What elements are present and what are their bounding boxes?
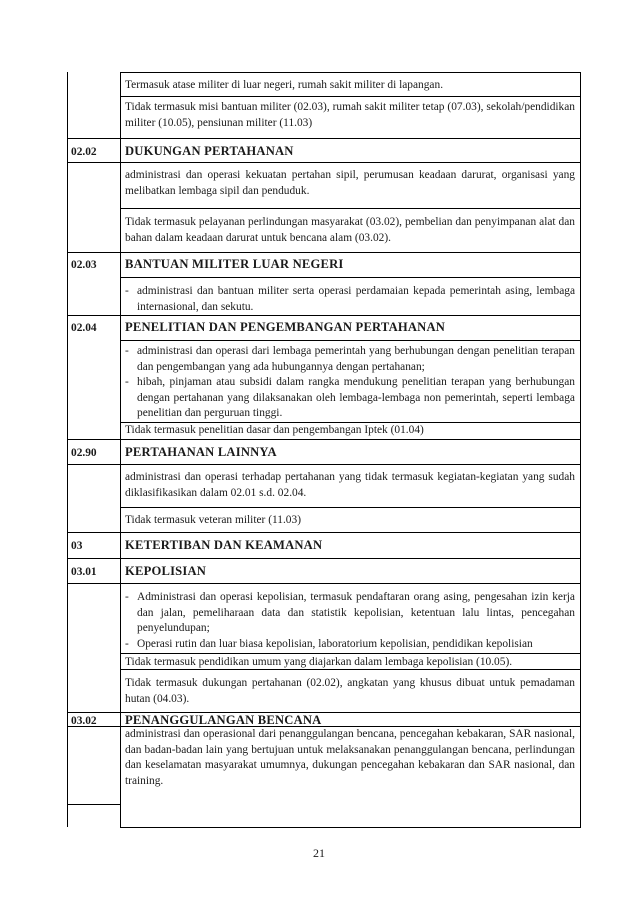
bullet-text: Operasi rutin dan luar biasa kepolisian, laboratorium kepolisian, pendidikan kepolisian — [137, 638, 533, 650]
row-line — [120, 72, 581, 73]
row-line — [120, 653, 581, 654]
row-line — [120, 208, 581, 209]
inclusion-note: Termasuk atase militer di luar negeri, rumah sakit militer di lapangan. — [125, 79, 444, 91]
row-line — [67, 532, 581, 533]
section-title: KETERTIBAN DAN KEAMANAN — [125, 538, 323, 552]
exclusion-note: Tidak termasuk pendidikan umum yang diajarkan dalam lembaga kepolisian (10.05). — [125, 656, 513, 668]
section-description: administrasi dan operasi kekuatan pertahan sipil, perumusan keadaan darurat, organisasi yang melibatkan lembaga sipil dan penduduk. — [125, 169, 575, 197]
row-line — [120, 507, 581, 508]
row-line — [67, 138, 581, 139]
section-code: 03 — [71, 540, 83, 552]
section-title: PERTAHANAN LAINNYA — [125, 445, 277, 459]
exclusion-note: Tidak termasuk pelayanan perlindungan masyarakat (03.02), pembelian dan penyimpanan alat dan bahan dalam keadaan darurat untuk bencana alam (03.02). — [125, 216, 575, 244]
bullet-item — [125, 590, 575, 637]
section-title: KEPOLISIAN — [125, 564, 207, 578]
page-number: 21 — [313, 846, 325, 860]
bullet-item — [125, 344, 575, 375]
bullet-dash: - — [125, 638, 129, 650]
bullet-item — [125, 375, 575, 422]
section-code: 02.03 — [71, 259, 97, 271]
bullet-text: administrasi dan operasi dari lembaga pemerintah yang berhubungan dengan penelitian terapan dan pengembangan yang ada hubungannya dengan pertahanan; — [137, 345, 575, 373]
exclusion-note: Tidak termasuk misi bantuan militer (02.03), rumah sakit militer tetap (07.03), sekolah/pendidikan militer (10.05), pensiunan militer (11.03) — [125, 101, 575, 129]
table-left-border — [67, 72, 68, 827]
row-line — [67, 439, 581, 440]
section-code: 03.02 — [71, 715, 97, 727]
section-description: administrasi dan operasional dari penanggulangan bencana, pencegahan kebakaran, SAR nasional, dan badan-badan lain yang bertujuan untuk melaksanakan penanggulangan bencana, perlindungan dan keselamatan masyarakat umumnya, dukungan pencegahan kebakaran dan SAR nasional, dan training. — [125, 728, 575, 787]
classification-table — [67, 72, 581, 827]
row-line — [120, 340, 581, 341]
row-line — [67, 583, 581, 584]
bullet-dash: - — [125, 345, 129, 357]
section-title: PENELITIAN DAN PENGEMBANGAN PERTAHANAN — [125, 320, 446, 334]
row-line — [67, 804, 120, 805]
section-code: 02.90 — [71, 447, 97, 459]
bullet-dash: - — [125, 285, 129, 297]
section-code: 02.02 — [71, 146, 97, 158]
row-line — [120, 96, 581, 97]
bullet-item — [125, 637, 575, 653]
row-line — [67, 558, 581, 559]
section-title: BANTUAN MILITER LUAR NEGERI — [125, 257, 344, 271]
row-line — [120, 827, 581, 828]
section-code: 02.04 — [71, 322, 97, 334]
section-title: PENANGGULANGAN BENCANA — [125, 713, 322, 727]
bullet-dash: - — [125, 591, 129, 603]
section-title: DUKUNGAN PERTAHANAN — [125, 144, 294, 158]
row-line — [67, 162, 581, 163]
section-description: administrasi dan operasi terhadap pertahanan yang tidak termasuk kegiatan-kegiatan yang sudah diklasifikasikan dalam 02.01 s.d. 02.04. — [125, 471, 575, 499]
row-line — [67, 315, 581, 316]
bullet-text: Administrasi dan operasi kepolisian, termasuk pendaftaran orang asing, pengesahan izin kerja dan jalan, pemeliharaan data dan statistik kepolisian, ketentuan lalu lintas, pencegahan penyelundupan; — [137, 591, 575, 634]
column-divider — [120, 72, 121, 827]
exclusion-note: Tidak termasuk penelitian dasar dan pengembangan Iptek (01.04) — [125, 424, 424, 436]
bullet-item — [125, 284, 575, 315]
exclusion-note: Tidak termasuk veteran militer (11.03) — [125, 514, 301, 526]
bullet-dash: - — [125, 376, 129, 388]
section-code: 03.01 — [71, 566, 97, 578]
row-line — [67, 252, 581, 253]
bullet-text: administrasi dan bantuan militer serta operasi perdamaian kepada pemerintah asing, lembaga internasional, dan sekutu. — [137, 285, 575, 313]
table-right-border — [580, 72, 581, 827]
bullet-text: hibah, pinjaman atau subsidi dalam rangka mendukung penelitian terapan yang berhubungan dengan pertahanan yang dilaksanakan oleh lembaga-lembaga non pemerintah, seperti lembaga penelitian dan perguruan tinggi. — [137, 376, 575, 419]
row-line — [120, 277, 581, 278]
exclusion-note: Tidak termasuk dukungan pertahanan (02.02), angkatan yang khusus dibuat untuk pemadaman hutan (04.03). — [125, 677, 575, 705]
row-line — [67, 464, 581, 465]
